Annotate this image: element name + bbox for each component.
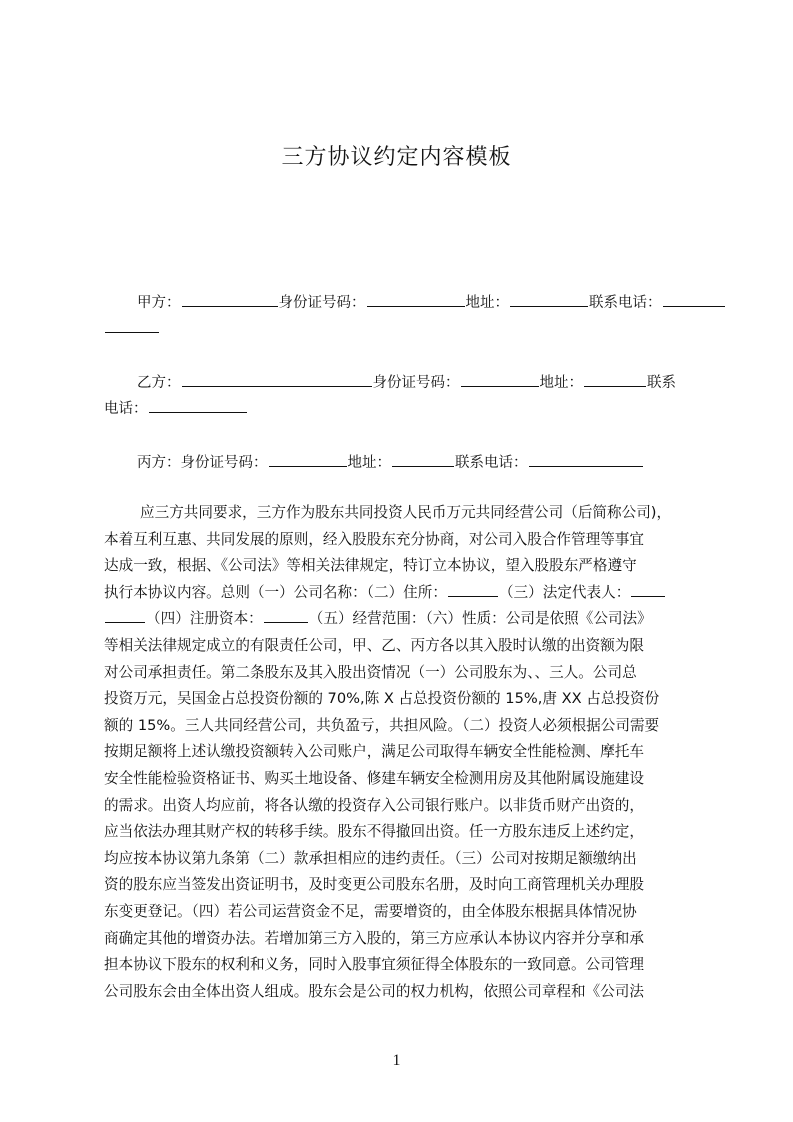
- party-a-phone-blank-cont[interactable]: [105, 318, 159, 333]
- body-line: 投资万元，吴国金占总投资份额的 70%,陈 X 占总投资份额的 15%,唐 XX 占总投资份: [104, 690, 660, 708]
- residence-blank[interactable]: [448, 582, 498, 597]
- body-line: [104, 606, 724, 633]
- legal-rep-blank[interactable]: [631, 582, 665, 597]
- party-a-id-label: 身份证号码：: [278, 295, 366, 311]
- party-a-address-blank[interactable]: [510, 292, 588, 307]
- body-text: （四）注册资本：: [146, 610, 263, 628]
- party-a-line: [137, 292, 726, 313]
- party-c-id-label: 身份证号码：: [180, 455, 268, 471]
- party-b-id-label: 身份证号码：: [372, 375, 460, 391]
- body-line: 商确定其他的增资办法。若增加第三方入股的，第三方应承认本协议内容并分享和承: [104, 929, 644, 947]
- body-line: 达成一致，根据、《公司法》等相关法律规定，特订立本协议，望入股股东严格遵守: [104, 557, 637, 575]
- party-a-address-label: 地址：: [465, 295, 509, 311]
- party-c-address-blank[interactable]: [392, 452, 454, 467]
- body-line: 应三方共同要求，三方作为股东共同投资人民币万元共同经营公司（后简称公司)，: [140, 504, 672, 521]
- party-a-phone-label: 联系电话：: [589, 295, 662, 311]
- party-c-phone-blank[interactable]: [529, 452, 643, 467]
- body-line: 等相关法律规定成立的有限责任公司，甲、乙、丙方各以其入股时认缴的出资额为限: [104, 636, 644, 654]
- body-line: [104, 580, 724, 607]
- party-c-line: [137, 452, 644, 473]
- party-b-name-blank[interactable]: [182, 372, 372, 387]
- party-b-phone-label-2: 电话：: [104, 401, 148, 417]
- party-a-id-blank[interactable]: [367, 292, 465, 307]
- party-b-label: 乙方：: [137, 375, 181, 391]
- document-title: 三方协议约定内容模板: [281, 145, 512, 170]
- party-b-line-cont: [104, 398, 248, 419]
- body-line: 公司股东会由全体出资人组成。股东会是公司的权力机构，依照公司章程和《公司法: [104, 982, 644, 1000]
- body-line: 应当依法办理其财产权的转移手续。股东不得撤回出资。任一方股东违反上述约定，: [104, 823, 644, 841]
- body-line: 本着互利互惠、共同发展的原则，经入股股东充分协商，对公司入股合作管理等事宜: [104, 530, 644, 548]
- body-text: （五）经营范围：（六）性质：公司是依照《公司法》: [308, 610, 652, 628]
- body-line: 的需求。出资人均应前，将各认缴的投资存入公司银行账户。以非货币财产出资的，: [104, 796, 644, 814]
- body-line: 安全性能检验资格证书、购买土地设备、修建车辆安全检测用房及其他附属设施建设: [104, 769, 644, 787]
- party-a-line-cont: [104, 318, 160, 339]
- party-b-address-blank[interactable]: [584, 372, 646, 387]
- body-text: （三）法定代表人：: [498, 583, 631, 601]
- body-line: 东变更登记。（四）若公司运营资金不足，需要增资的，由全体股东根据具体情况协: [104, 902, 637, 920]
- party-c-phone-label: 联系电话：: [455, 455, 528, 471]
- party-b-id-blank[interactable]: [461, 372, 539, 387]
- body-line: 担本协议下股东的权利和义务，同时入股事宜须征得全体股东的一致同意。公司管理: [104, 956, 644, 974]
- party-b-address-label: 地址：: [539, 375, 583, 391]
- registered-capital-blank[interactable]: [264, 608, 308, 623]
- party-a-phone-blank[interactable]: [663, 292, 725, 307]
- party-c-id-blank[interactable]: [269, 452, 347, 467]
- party-b-phone-blank[interactable]: [149, 398, 247, 413]
- body-text: 执行本协议内容。总则（一）公司名称：（二）住所：: [104, 583, 447, 601]
- party-a-name-blank[interactable]: [182, 292, 278, 307]
- body-line: 资的股东应当签发出资证明书，及时变更公司股东名册，及时向工商管理机关办理股: [104, 876, 644, 894]
- body-line: 按期足额将上述认缴投资额转入公司账户，满足公司取得车辆安全性能检测、摩托车: [104, 743, 644, 761]
- party-b-phone-label-1: 联系: [647, 375, 676, 391]
- body-line: 对公司承担责任。第二条股东及其入股出资情况（一）公司股东为、、三人。公司总: [104, 663, 637, 681]
- legal-rep-blank-cont[interactable]: [105, 608, 145, 623]
- agreement-body: [104, 500, 724, 1005]
- party-c-address-label: 地址：: [347, 455, 391, 471]
- party-c-label: 丙方：: [137, 455, 181, 471]
- body-line: 均应按本协议第九条第（二）款承担相应的违约责任。（三）公司对按期足额缴纳出: [104, 849, 637, 867]
- body-line: 额的 15%。三人共同经营公司，共负盈亏，共担风险。（二）投资人必须根据公司需要: [104, 716, 660, 734]
- page-number: 1: [392, 1052, 401, 1069]
- party-b-line: [137, 372, 676, 393]
- party-a-label: 甲方：: [137, 295, 181, 311]
